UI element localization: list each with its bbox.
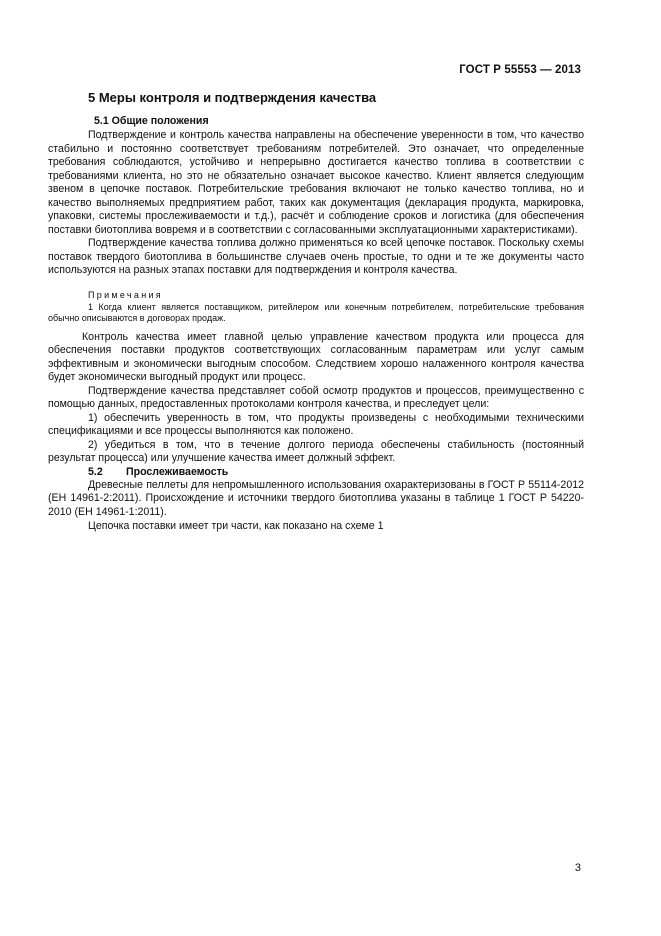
paragraph-goal-2: [48, 439, 584, 466]
page-content: [48, 90, 584, 534]
paragraph-quality-control: [48, 331, 584, 385]
paragraph-supply-chain: [48, 237, 584, 278]
subsection-title-5-1: 5.1 Общие положения: [94, 115, 209, 127]
paragraph-pellets: [48, 479, 584, 520]
paragraph-text: Подтверждение и контроль качества направлены на обеспечение уверенности в том, что качество стабильно и постоянно соответствует требованиям потребителей. Это означает, что определенные требования соблюдаются, устойчиво и непрерывно достигается качество топлива в соответствии с требованиями клиента, но это не обязательно означает высокое качество. Клиент является следующим звеном в цепочке поставок. Потребительские требования включают не только качество топлива, но и качество выполняемых предприятием работ, таких как документация (декларация продукта, маркировка, упаковки, системы прослеживаемости и т.д.), расчёт и соблюдение сроков и логистика (для обеспечения поставки биотоплива вовремя и в соответствии с согласованными эксплуатационными характеристиками).: [48, 129, 584, 236]
section-title: 5 Меры контроля и подтверждения качества: [88, 90, 377, 105]
note-text: [48, 302, 584, 325]
paragraph-goal-1: [48, 412, 584, 439]
paragraph-text: 1) обеспечить уверенность в том, что продукты произведены с необходимыми техническими спецификациями и все процессы выполняются как положено.: [48, 411, 584, 437]
subsection-number: 5.2: [88, 465, 103, 478]
subsection-title-5-2: [88, 466, 584, 479]
paragraph-text: Древесные пеллеты для непромышленного использования охарактеризованы в ГОСТ Р 55114-2012 (ЕН 14961-2:2011). Происхождение и источники твердого биотоплива указаны в таблице 1 ГОСТ Р 54220-2010 (ЕН 14961-1:2011).: [48, 478, 584, 518]
note-content: 1 Когда клиент является поставщиком, ритейлером или конечным потребителем, потребительские требования обычно описываются в договорах продаж.: [48, 301, 584, 323]
paragraph-text: Контроль качества имеет главной целью управление качеством продукта или процесса для обеспечения поставки продуктов соответствующих согласованным параметрам или услуг самым эффективным и экономически выгодным способом. Следствием хорошо налаженного контроля качества будет экономически выгодный продукт или процесс.: [48, 330, 584, 383]
paragraph-supply-chain-parts: [48, 520, 584, 534]
subsection-name: Прослеживаемость: [126, 465, 229, 478]
paragraph-text: Цепочка поставки имеет три части, как показано на схеме 1: [88, 520, 384, 532]
paragraph-quality-assurance: [48, 129, 584, 237]
paragraph-confirmation: [48, 385, 584, 412]
paragraph-text: Подтверждение качества представляет собой осмотр продуктов и процессов, преимущественно с помощью данных, предоставленных протоколами контроля качества, и преследует цели:: [48, 384, 584, 410]
paragraph-text: Подтверждение качества топлива должно применяться ко всей цепочке поставок. Поскольку схемы поставок твердого биотоплива в большинстве случаев очень простые, то одни и те же документы часто используются на разных этапах поставки для подтверждения и контроля качества.: [48, 237, 584, 276]
page-number: 3: [574, 862, 581, 874]
note-label: Примечания: [88, 289, 163, 300]
document-code: ГОСТ Р 55553 — 2013: [459, 64, 581, 76]
paragraph-text: 2) убедиться в том, что в течение долгого периода обеспечены стабильность (постоянный результат процесса) или улучшение качества имеет должный эффект.: [48, 438, 584, 464]
